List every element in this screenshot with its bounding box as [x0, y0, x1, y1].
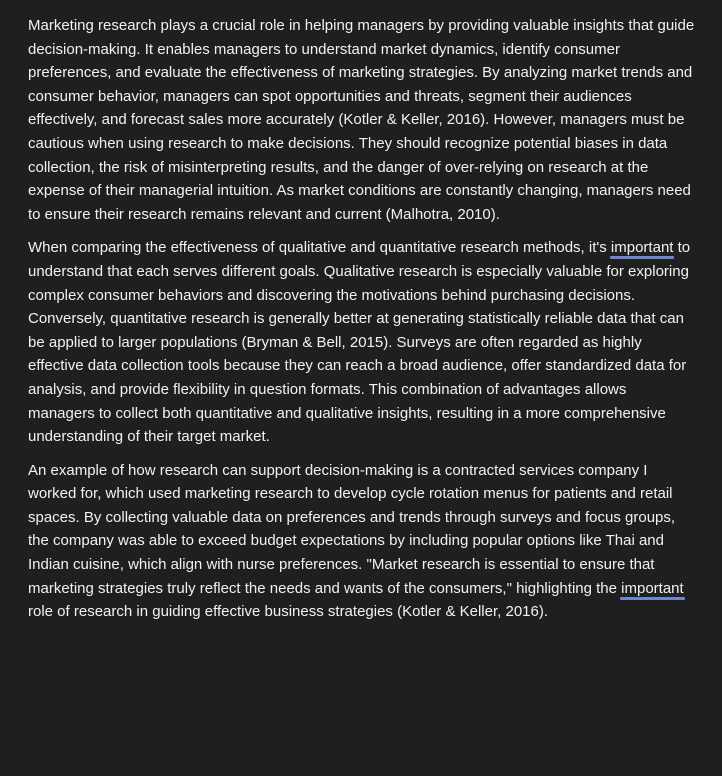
- paragraph-3-end: role of research in guiding effective business strategies (Kotler & Keller, 2016).: [28, 603, 549, 621]
- paragraph-2-end: to understand that each serves different goals. Qualitative research is especially valuable for exploring complex consumer behaviors and discovering the motivations behind purchasing decisions. Conversely, quantitative research is generally better at generating statistically reliable data that can be applied to larger populations (Bryman & Bell, 2015). Surveys are often regarded as highly effective data collection tools because they can reach a broad audience, offer standardized data for analysis, and provide flexibility in question formats. This combination of advantages allows managers to collect both quantitative and qualitative insights, resulting in a more comprehensive understanding of their target market.: [28, 239, 691, 446]
- paragraph-2: [28, 236, 696, 448]
- paragraph-2-start: When comparing the effectiveness of qualitative and quantitative research methods, it's: [28, 239, 611, 257]
- flagged-word-important[interactable]: important: [610, 239, 674, 257]
- flagged-word-important[interactable]: important: [621, 579, 684, 597]
- document-body[interactable]: [28, 14, 696, 634]
- paragraph-3-start: An example of how research can support decision-making is a contracted services company I worked for, which used marketing research to develop cycle rotation menus for patients and retail spaces. By collecting valuable data on preferences and trends through surveys and focus groups, the company was able to exceed budget expectations by including popular options like Thai and Indian cuisine, which align with nurse preferences. "Market research is essential to ensure that marketing strategies truly reflect the needs and wants of the consumers," highlighting the: [28, 461, 676, 597]
- paragraph-1: Marketing research plays a crucial role in helping managers by providing valuable insights that guide decision-making. It enables managers to understand market dynamics, identify consumer preferences, and evaluate the effectiveness of marketing strategies. By analyzing market trends and consumer behavior, managers can spot opportunities and threats, segment their audiences effectively, and forecast sales more accurately (Kotler & Keller, 2016). However, managers must be cautious when using research to make decisions. They should recognize potential biases in data collection, the risk of misinterpreting results, and the danger of over-relying on research at the expense of their managerial intuition. As market conditions are constantly changing, managers need to ensure their research remains relevant and current (Malhotra, 2010).: [28, 17, 695, 223]
- paragraph-3: [28, 459, 696, 624]
